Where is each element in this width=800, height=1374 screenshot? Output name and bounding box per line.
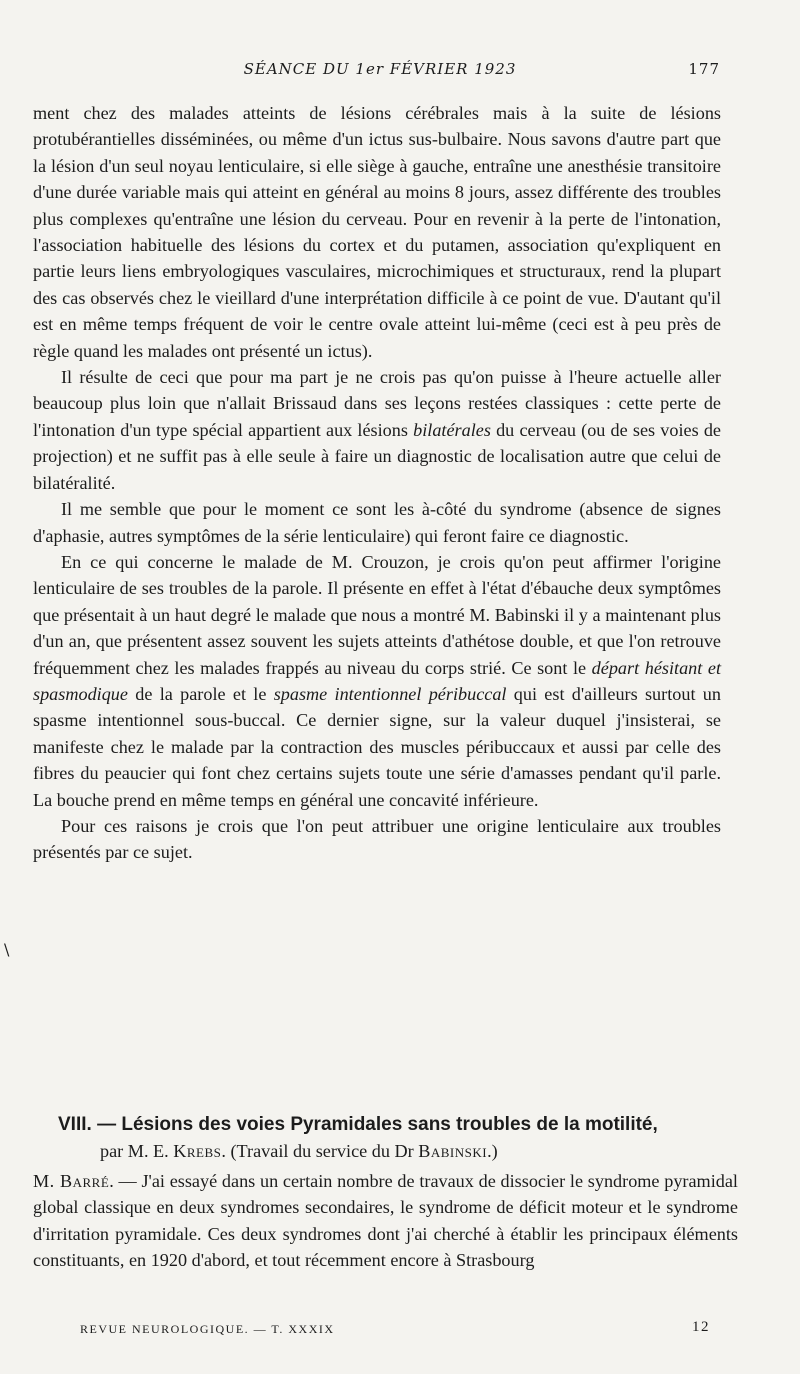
paragraph-2-text-end: du cerveau (ou de ses voies de projection) et ne suffit pas à elle seule à faire un diagnostic de localisation autre que celui de bilatéralité. bbox=[33, 419, 722, 493]
paragraph-5: Pour ces raisons je crois que l'on peut attribuer une origine lenticulaire aux troubles présentés par ce sujet. bbox=[33, 815, 721, 863]
paragraph-4-text-end: qui est d'ailleurs surtout un spasme intentionnel sous-buccal. Ce dernier signe, sur la valeur duquel j'insisterai, se manifeste chez le malade par la contraction des muscles péribuccaux et aussi par celle des fibres du peaucier qui font chez certains sujets toute une série d'amasses pendant qu'il parle. La bouche prend en même temps en général une concavité inférieure. bbox=[33, 683, 721, 810]
emphasis-spasme-intentionnel: spasme intentionnel péribuccal bbox=[273, 683, 507, 704]
paragraph-4-text-mid: de la parole et le bbox=[127, 683, 274, 704]
page-number: 177 bbox=[688, 60, 720, 78]
emphasis-depart-hesitant: départ hésitant et spasmodique bbox=[33, 657, 722, 704]
page-footer bbox=[80, 1319, 710, 1342]
paragraph-2 bbox=[33, 364, 721, 496]
paragraph-4 bbox=[33, 549, 721, 813]
running-title: SÉANCE DU 1er FÉVRIER 1923 bbox=[243, 60, 517, 78]
paragraph-4-text: En ce qui concerne le malade de M. Crouzon, je crois qu'on peut affirmer l'origine lenticulaire de ses troubles de la parole. Il présente en effet à l'état d'ébauche deux symptômes que présentait à un haut degré le malade que nous a montré M. Babinski il y a maintenant plus d'un an, que présentent assez souvent les sujets atteints d'athétose double, et que l'on retrouve fréquemment chez les malades frappés au niveau du corps strié. Ce sont le bbox=[33, 551, 721, 678]
emphasis-bilaterales: bilatérales bbox=[413, 419, 491, 440]
paragraph-2-text: Il résulte de ceci que pour ma part je ne crois pas qu'on puisse à l'heure actuelle aller beaucoup plus loin que n'allait Brissaud dans ses leçons restées classiques : cette perte de l'intonation d'un type spécial appartient aux lésions bbox=[33, 367, 721, 440]
signature-mark: 12 bbox=[692, 1319, 710, 1335]
section-paragraph bbox=[33, 1168, 738, 1274]
margin-mark: \ bbox=[4, 940, 10, 959]
journal-footer: REVUE NEUROLOGIQUE. — T. XXXIX bbox=[80, 1322, 335, 1336]
article-body bbox=[33, 100, 721, 866]
author-name: Krebs bbox=[173, 1141, 222, 1161]
speaker-name: M. Barré bbox=[33, 1171, 110, 1191]
section-byline bbox=[100, 1138, 740, 1164]
paragraph-1: ment chez des malades atteints de lésions cérébrales mais à la suite de lésions protubérantielles disséminées, ou même d'un ictus sus-bulbaire. Nous savons d'autre part que la lésion d'un seul noyau lenticulaire, si elle siège à gauche, entraîne une anesthésie transitoire d'une durée variable mais qui atteint en général au moins 8 jours, assez différente des troubles plus complexes qu'entraîne une lésion du cerveau. Pour en revenir à la perte de l'intonation, l'association habituelle des lésions du cortex et du putamen, association qu'expliquent en partie leurs liens embryologiques vasculaires, microchimiques et structuraux, rend la plupart des cas observés chez le vieillard d'une interprétation difficile à ce point de vue. D'autant qu'il est en même temps fréquent de voir le centre ovale atteint lui-même (ceci est à peu près de règle quand les malades ont présenté un ictus). bbox=[33, 103, 721, 361]
running-header bbox=[40, 60, 720, 86]
paragraph-3: Il me semble que pour le moment ce sont les à-côté du syndrome (absence de signes d'aphasie, autres symptômes de la série lenticulaire) qui feront faire ce diagnostic. bbox=[33, 499, 721, 546]
byline-end: .) bbox=[487, 1141, 498, 1161]
byline-work: . (Travail du service du Dr bbox=[221, 1141, 419, 1161]
chief-name: Babinski bbox=[418, 1141, 488, 1161]
section-title-text: — Lésions des voies Pyramidales sans troubles de la motilité, bbox=[97, 1114, 658, 1135]
section-heading bbox=[58, 1112, 738, 1138]
byline-prefix: par M. E. bbox=[100, 1141, 174, 1161]
section-paragraph-text: . — J'ai essayé dans un certain nombre de travaux de dissocier le syndrome pyramidal global classique en deux syndromes secondaires, le syndrome de déficit moteur et le syndrome d'irritation pyramidale. Ces deux syndromes dont j'ai cherché à établir les principaux éléments constituants, en 1920 d'abord, et tout récemment encore à Strasbourg bbox=[33, 1171, 738, 1271]
section-number: VIII. bbox=[58, 1114, 92, 1135]
